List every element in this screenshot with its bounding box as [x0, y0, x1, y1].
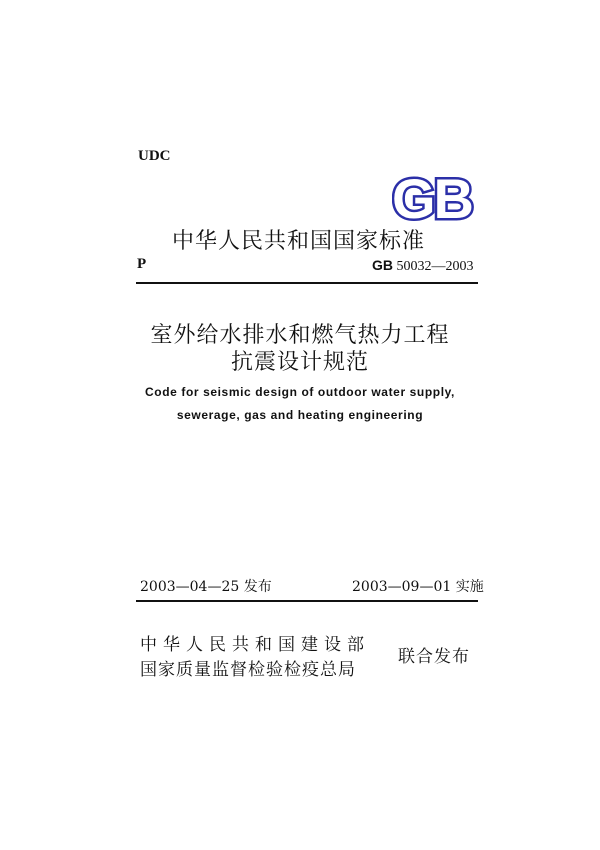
standard-code-number: 50032—2003: [396, 259, 474, 274]
gb-logo: [392, 172, 474, 228]
udc-label: UDC: [138, 148, 171, 164]
top-divider: [136, 282, 478, 284]
title-zh-line2: 抗震设计规范: [230, 350, 369, 375]
title-en-line2: sewerage, gas and heating engineering: [176, 408, 424, 422]
effective-date: 2003—09—01 实施: [352, 579, 484, 595]
issuer-aqsiq: 国家质量监督检验检疫总局: [140, 660, 356, 680]
standard-type: 中华人民共和国国家标准: [172, 229, 426, 254]
joint-release-label: 联合发布: [398, 647, 470, 667]
issue-date: 2003—04—25 发布: [140, 579, 272, 595]
bottom-divider: [136, 600, 478, 602]
gb-logo-text: GB: [392, 172, 472, 224]
title-en-line1: Code for seismic design of outdoor water supply,: [145, 385, 455, 399]
standard-code: [372, 257, 474, 275]
standard-code-prefix: GB: [372, 257, 393, 273]
title-zh-line1: 室外给水排水和燃气热力工程: [150, 323, 450, 348]
classification-letter: P: [137, 256, 147, 272]
issuer-ministry: 中华人民共和国建设部: [140, 635, 370, 655]
